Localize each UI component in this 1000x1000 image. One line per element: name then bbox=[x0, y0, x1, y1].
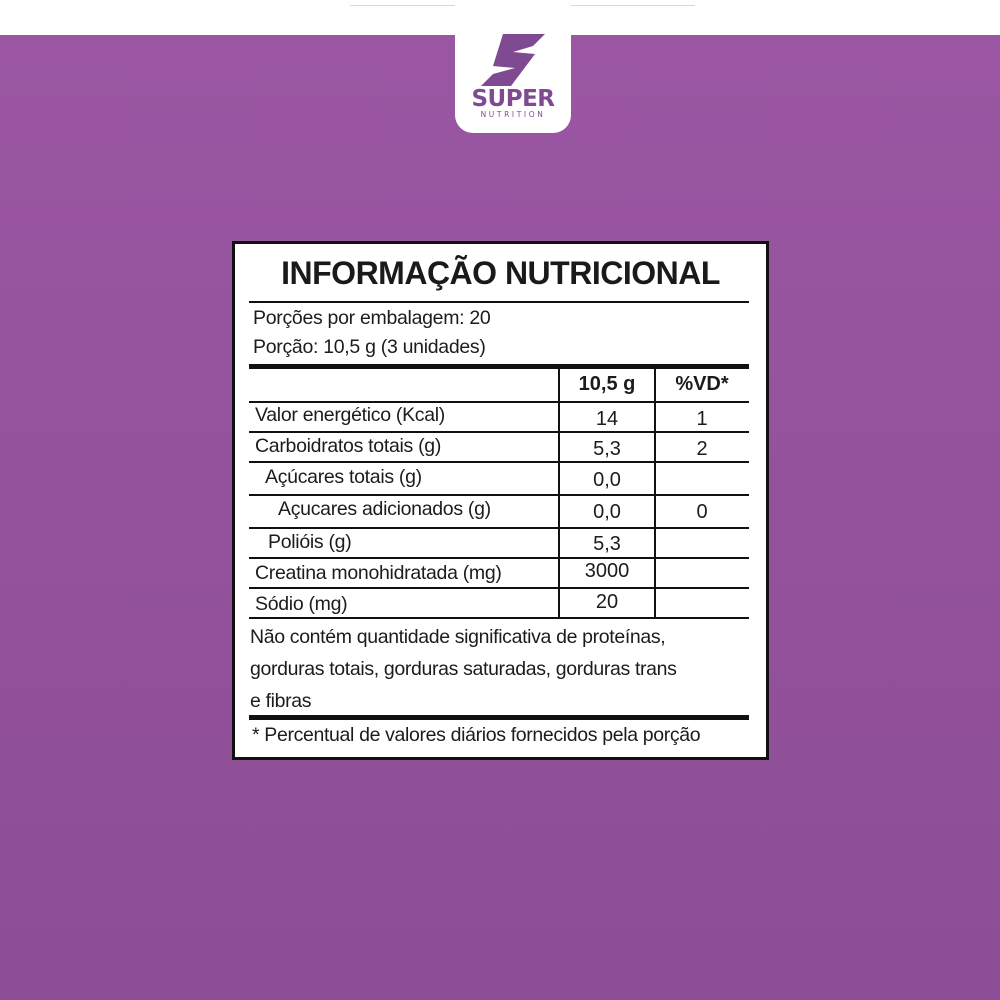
brand-name: SUPER bbox=[471, 86, 555, 112]
nutrient-name: Valor energético (Kcal) bbox=[255, 404, 445, 426]
nutrient-name: Sódio (mg) bbox=[255, 593, 348, 615]
nutrition-facts-panel bbox=[232, 241, 769, 760]
nutrient-dv: 0 bbox=[696, 501, 708, 523]
note-line: gorduras totais, gorduras saturadas, gorduras trans bbox=[250, 658, 677, 680]
brand-logo bbox=[455, 0, 571, 133]
nutrient-portion: 5,3 bbox=[593, 438, 621, 460]
nutrient-name: Polióis (g) bbox=[268, 531, 352, 553]
title-divider bbox=[249, 301, 749, 303]
servings-per-package: Porções por embalagem: 20 bbox=[253, 307, 491, 329]
bolt-logo-icon bbox=[481, 34, 545, 86]
table-bottom-divider bbox=[249, 617, 749, 619]
column-header-portion: 10,5 g bbox=[578, 373, 636, 395]
nutrient-name: Açucares adicionados (g) bbox=[278, 498, 491, 520]
nutrient-portion: 0,0 bbox=[593, 501, 621, 523]
thick-divider bbox=[249, 364, 749, 369]
row-divider bbox=[249, 431, 749, 433]
row-divider bbox=[249, 494, 749, 496]
row-divider bbox=[249, 557, 749, 559]
panel-title: INFORMAÇÃO NUTRICIONAL bbox=[281, 255, 720, 291]
row-divider bbox=[249, 527, 749, 529]
note-line: Não contém quantidade significativa de proteínas, bbox=[250, 626, 666, 648]
footnote: * Percentual de valores diários fornecidos pela porção bbox=[252, 724, 701, 746]
row-divider bbox=[249, 461, 749, 463]
brand-tagline: NUTRITION bbox=[480, 110, 546, 119]
footnote-divider bbox=[249, 715, 749, 720]
nutrient-name: Carboidratos totais (g) bbox=[255, 435, 442, 457]
nutrient-name: Açúcares totais (g) bbox=[265, 466, 422, 488]
nutrient-dv: 2 bbox=[696, 438, 708, 460]
nutrient-portion: 3000 bbox=[584, 560, 630, 582]
nutrient-name: Creatina monohidratada (mg) bbox=[255, 562, 502, 584]
row-divider bbox=[249, 587, 749, 589]
nutrient-portion: 5,3 bbox=[593, 533, 621, 555]
nutrient-portion: 0,0 bbox=[593, 469, 621, 491]
nutrient-portion: 20 bbox=[595, 591, 619, 613]
note-line: e fibras bbox=[250, 690, 312, 712]
nutrient-portion: 14 bbox=[595, 408, 619, 430]
serving-size: Porção: 10,5 g (3 unidades) bbox=[253, 336, 486, 358]
nutrient-dv: 1 bbox=[696, 408, 708, 430]
row-divider bbox=[249, 401, 749, 403]
column-header-dv: %VD* bbox=[675, 373, 729, 395]
